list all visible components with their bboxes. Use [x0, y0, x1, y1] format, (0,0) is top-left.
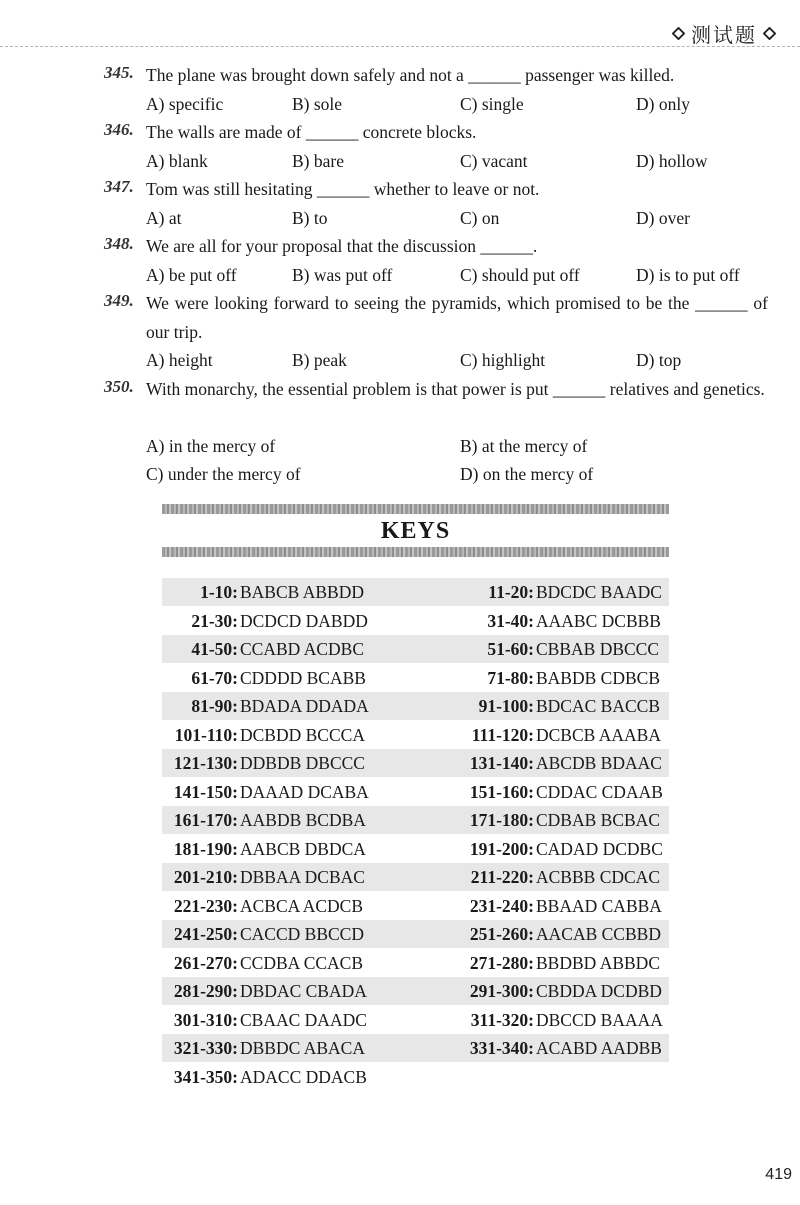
key-answers: BABDB CDBCB: [536, 667, 660, 688]
question-text: We are all for your proposal that the discussion ______.: [146, 236, 538, 256]
diamond-icon: [672, 27, 685, 40]
question-number: 349.: [104, 291, 134, 310]
key-answers: DDBDB DBCCC: [240, 753, 365, 773]
key-answers: DBBAA DCBAC: [240, 867, 365, 887]
option-d: D) is to put off: [636, 265, 740, 285]
key-range: 171-180:: [469, 810, 534, 830]
key-answers: BABCB ABBDD: [240, 582, 364, 602]
key-range: 271-280:: [469, 952, 534, 973]
option-c: C) under the mercy of: [146, 464, 301, 484]
key-row: [162, 749, 669, 777]
key-answers: BDCDC BAADC: [536, 582, 662, 602]
question-text: With monarchy, the essential problem is that power is put ______ relatives and genetics.: [146, 379, 765, 399]
key-range: 111-120:: [471, 724, 534, 745]
key-range: 51-60:: [487, 639, 534, 659]
question-text: The plane was brought down safely and not a ______ passenger was killed.: [146, 65, 675, 85]
key-range: 81-90:: [191, 696, 238, 716]
key-answers: AABDB BCDBA: [240, 810, 366, 830]
key-range: 21-30:: [191, 610, 238, 631]
key-range: 121-130:: [173, 753, 238, 773]
option-c: C) highlight: [460, 350, 546, 370]
key-range: 181-190:: [173, 838, 238, 859]
keys-top-band: [162, 504, 669, 514]
key-row: [162, 949, 669, 977]
key-answers: CADAD DCDBC: [536, 838, 663, 859]
key-answers: BBAAD CABBA: [536, 895, 662, 916]
question-number: 345.: [104, 63, 134, 82]
key-answers: CDBAB BCBAC: [536, 810, 660, 830]
key-range: 11-20:: [488, 582, 534, 602]
key-range: 101-110:: [174, 724, 238, 745]
question-number: 348.: [104, 234, 134, 253]
option-a: A) be put off: [146, 265, 237, 285]
key-answers: CBDDA DCDBD: [536, 981, 662, 1001]
key-row: [162, 778, 669, 806]
option-a: A) height: [146, 350, 213, 370]
keys-bottom-band: [162, 547, 669, 557]
key-answers: DCBCB AAABA: [536, 724, 661, 745]
key-row: [162, 721, 669, 749]
key-range: 1-10:: [200, 582, 238, 602]
key-answers: DAAAD DCABA: [240, 781, 369, 802]
option-d: D) only: [636, 94, 690, 114]
option-d: D) top: [636, 350, 682, 370]
key-answers: CDDAC CDAAB: [536, 781, 663, 802]
key-answers: ACABD AADBB: [536, 1038, 662, 1058]
keys-title: KEYS: [380, 518, 451, 544]
key-row: [162, 578, 669, 606]
question-text: Tom was still hesitating ______ whether to leave or not.: [146, 179, 540, 199]
key-row: [162, 1063, 669, 1091]
option-c: C) vacant: [460, 151, 528, 171]
diamond-icon: [763, 27, 776, 40]
key-range: 91-100:: [478, 696, 534, 716]
question-number: 347.: [104, 177, 134, 196]
key-answers: CBBAB DBCCC: [536, 639, 660, 659]
option-a: A) specific: [146, 94, 224, 114]
key-answers: CCABD ACDBC: [240, 639, 364, 659]
key-row: [162, 607, 669, 635]
key-range: 151-160:: [469, 781, 534, 802]
key-range: 31-40:: [487, 610, 534, 631]
key-row: [162, 1034, 669, 1062]
option-c: C) on: [460, 208, 500, 228]
key-row: [162, 835, 669, 863]
key-row: [162, 1006, 669, 1034]
key-answers: AABCB DBDCA: [240, 838, 366, 859]
option-d: D) over: [636, 208, 690, 228]
option-d: D) hollow: [636, 151, 708, 171]
key-range: 131-140:: [469, 753, 534, 773]
key-answers: DCDCD DABDD: [240, 610, 368, 631]
option-a: A) at: [146, 208, 182, 228]
option-c: C) should put off: [460, 265, 580, 285]
key-row: [162, 635, 669, 663]
key-range: 261-270:: [173, 952, 238, 973]
key-row: [162, 692, 669, 720]
key-row: [162, 920, 669, 948]
key-row: [162, 664, 669, 692]
key-answers: BBDBD ABBDC: [536, 952, 660, 973]
option-a: A) blank: [146, 151, 208, 171]
key-answers: ADACC DDACB: [240, 1066, 367, 1087]
option-b: B) was put off: [292, 265, 393, 285]
key-answers: ACBBB CDCAC: [536, 867, 660, 887]
option-d: D) on the mercy of: [460, 464, 594, 484]
key-range: 211-220:: [470, 867, 534, 887]
key-range: 321-330:: [173, 1038, 238, 1058]
key-answers: CACCD BBCCD: [240, 924, 364, 944]
header-divider: [0, 46, 800, 47]
section-title: 测试题: [691, 22, 757, 47]
key-range: 241-250:: [173, 924, 238, 944]
key-range: 341-350:: [173, 1066, 238, 1087]
key-answers: CDDDD BCABB: [240, 667, 366, 688]
key-range: 231-240:: [469, 895, 534, 916]
option-a: A) in the mercy of: [146, 436, 276, 456]
key-answers: ACBCA ACDCB: [240, 895, 364, 916]
question-text: The walls are made of ______ concrete blocks.: [146, 122, 477, 142]
key-range: 191-200:: [469, 838, 534, 859]
key-range: 281-290:: [173, 981, 238, 1001]
key-range: 41-50:: [191, 639, 238, 659]
key-answers: AACAB CCBBD: [536, 924, 661, 944]
option-c: C) single: [460, 94, 524, 114]
key-range: 61-70:: [191, 667, 238, 688]
key-row: [162, 977, 669, 1005]
key-row: [162, 806, 669, 834]
key-range: 201-210:: [173, 867, 238, 887]
option-b: B) bare: [292, 151, 344, 171]
key-answers: CBAAC DAADC: [240, 1009, 367, 1030]
key-answers: DBBDC ABACA: [240, 1038, 365, 1058]
key-answers: AAABC DCBBB: [536, 610, 661, 631]
question-text: We were looking forward to seeing the pyramids, which promised to be the ______ of our trip.: [146, 293, 768, 342]
key-range: 251-260:: [469, 924, 534, 944]
key-range: 291-300:: [469, 981, 534, 1001]
key-answers: CCDBA CCACB: [240, 952, 364, 973]
key-answers: DBDAC CBADA: [240, 981, 367, 1001]
key-range: 331-340:: [469, 1038, 534, 1058]
key-answers: BDCAC BACCB: [536, 696, 660, 716]
key-range: 311-320:: [470, 1009, 534, 1030]
key-row: [162, 863, 669, 891]
key-range: 71-80:: [487, 667, 534, 688]
key-range: 161-170:: [173, 810, 238, 830]
key-range: 221-230:: [173, 895, 238, 916]
key-range: 141-150:: [173, 781, 238, 802]
question-number: 350.: [104, 377, 134, 396]
option-b: B) at the mercy of: [460, 436, 588, 456]
page-number: 419: [765, 1166, 792, 1183]
key-row: [162, 892, 669, 920]
page-header: [672, 20, 776, 46]
question-number: 346.: [104, 120, 134, 139]
key-answers: DBCCD BAAAA: [536, 1009, 663, 1030]
key-answers: BDADA DDADA: [240, 696, 369, 716]
key-range: 301-310:: [173, 1009, 238, 1030]
option-b: B) sole: [292, 94, 343, 114]
option-b: B) peak: [292, 350, 347, 370]
key-answers: DCBDD BCCCA: [240, 724, 365, 745]
option-b: B) to: [292, 208, 328, 228]
key-answers: ABCDB BDAAC: [536, 753, 662, 773]
